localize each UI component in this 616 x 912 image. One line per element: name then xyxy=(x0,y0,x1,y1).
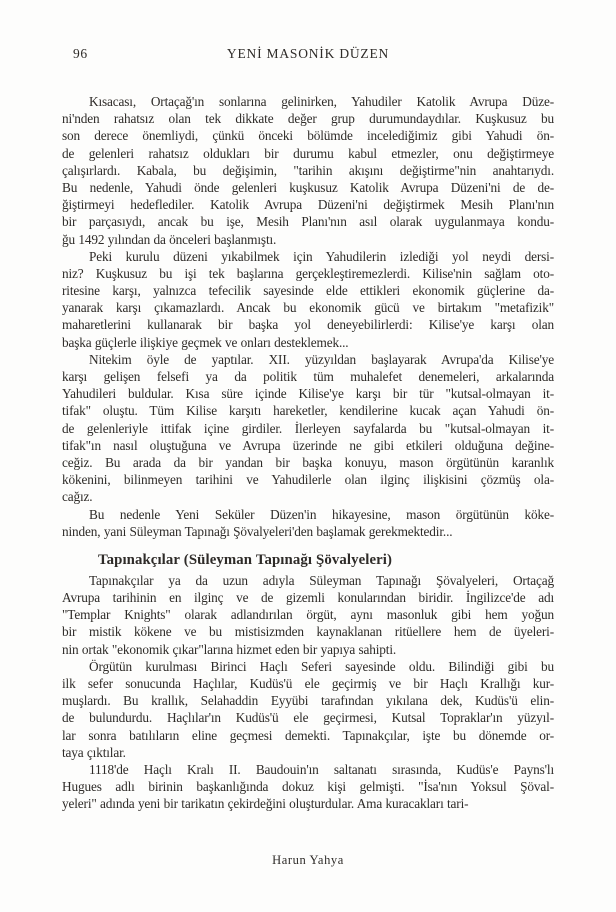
text-line: de gelenleri rahatsız oldukları bir durumu kabul etmezler, onu değiştirmeye xyxy=(62,145,554,161)
page-footer xyxy=(0,853,616,868)
text-line: ğu 1492 yılından da önceleri başlanmıştı. xyxy=(62,231,277,247)
text-line: Nitekim öyle de yaptılar. XII. yüzyıldan başlayarak Avrupa'da Kilise'ye xyxy=(89,351,554,367)
text-line: taya çıktılar. xyxy=(62,744,126,760)
text-line: bir parçasıydı, ancak bu işe, Mesih Planı'nın asıl olarak uygulanmaya kondu- xyxy=(62,214,554,230)
text-line: son derece önemliydi, çünkü önceki bölümde incelediğimiz gibi Yahudi ön- xyxy=(62,128,554,144)
text-line: niz? Kuşkusuz bu işi tek başlarına gerçekleştiremezlerdi. Kilise'nin sağlam oto- xyxy=(62,265,554,281)
page-body xyxy=(62,93,554,813)
text-line: bir mistik kökene ve bu mistisizmden kaynaklanan ritüellere hem de üyeleri- xyxy=(62,624,554,640)
running-head-title: YENİ MASONİK DÜZEN xyxy=(226,46,390,61)
text-line: Kısacası, Ortaçağ'ın sonlarına gelinirken, Yahudiler Katolik Avrupa Düze- xyxy=(89,94,554,109)
text-line: de gelenleriyle ittifak içine girdiler. İlerleyen sayfalarda bu "kutsal-olmayan it- xyxy=(62,420,554,436)
text-line: ceğiz. Bu arada da bir yandan bir başka konuyu, mason örgütünün karanlık xyxy=(62,454,554,470)
text-line: ilk sefer sonucunda Haçlılar, Kudüs'ü ele geçirmiş ve bir Haçlı Krallığı kur- xyxy=(62,676,554,691)
text-line: kökenini, bilinmeyen tarihini ve Yahudilerle olan ilginç ilişkisini çözmüş ola- xyxy=(62,472,554,488)
text-line: ğiştirmeyi hedeflediler. Katolik Avrupa Düzeni'ni değiştirmek Mesih Planı'nın xyxy=(62,197,554,213)
page-number: 96 xyxy=(73,46,88,61)
text-line: karşı gelişen felsefi ya da politik tüm muhalefet denemeleri, arkalarında xyxy=(62,369,554,384)
text-line: çalışırlardı. Kabala, bu değişimin, "tarihin akışını değiştirme"nin anahtarıydı. xyxy=(62,162,554,178)
text-line: Yahudileri buldular. Kısa süre içinde Kilise'ye karşı bir tür "kutsal-olmayan it- xyxy=(62,386,554,402)
text-line: "Templar Knights" olarak adlandırılan örgüt, aynı masonluk gibi hem yoğun xyxy=(62,607,554,623)
text-line: maharetlerini kullanarak bir başka yol deneyebilirlerdi: Kilise'ye karşı olan xyxy=(62,317,554,333)
text-line: Avrupa tarihinin en ilginç ve de gizemli konularından biridir. İngilizce'de adı xyxy=(62,590,554,606)
text-line: ni'nden rahatsız olan tek dikkate değer grup durumundaydılar. Kuşkusuz bu xyxy=(62,111,554,127)
text-line: muşlardı. Bu krallık, Selahaddin Eyyübi tarafından yıkılana dek, Kudüs'ü elin- xyxy=(62,693,554,709)
text-line: Hugues adlı birinin başkanlığında dokuz kişi gelmişti. "İsa'nın Yoksul Şöval- xyxy=(62,779,554,795)
text-line: lar sonra batılıların eline geçmesi demekti. Tapınakçılar, işte bu dönemde or- xyxy=(62,727,554,743)
text-line: cağız. xyxy=(62,489,93,505)
section-heading: Tapınakçılar (Süleyman Tapınağı Şövalyeleri) xyxy=(98,551,393,568)
text-line: tifak"ın nasıl oluştuğuna ve Avrupa üzerinde ne gibi etkileri olduğuna değine- xyxy=(62,437,554,453)
text-line: ritesine karşı, yalnızca tefecilik sayesinde elde ettikleri ekonomik güçlerine da- xyxy=(62,283,554,299)
text-line: yanarak karşı çıkamazlardı. Ancak bu ekonomik gücü ve birtakım "metafizik" xyxy=(62,300,554,316)
text-line: Bu nedenle, Yahudi önde gelenleri kuşkusuz Katolik Avrupa Düzeni'ni de de- xyxy=(62,179,554,195)
text-line: Peki kurulu düzeni yıkabilmek için Yahudilerin izlediği yol neydi dersi- xyxy=(89,248,554,264)
text-line: tifak" oluştu. Tüm Kilise karşıtı hareketler, kendilerine kucak açan Yahudi ön- xyxy=(62,403,554,419)
text-line: başka güçlerle ilişkiye geçmek ve onları desteklemek... xyxy=(62,334,349,350)
text-line: de bulundurdu. Haçlılar'ın Kudüs'ü ele geçirmesi, Kutsal Topraklar'ın yüzyıl- xyxy=(62,710,554,726)
text-line: Bu nedenle Yeni Seküler Düzen'in hikayesine, mason örgütünün köke- xyxy=(89,506,554,522)
text-line: Tapınakçılar ya da uzun adıyla Süleyman Tapınağı Şövalyeleri, Ortaçağ xyxy=(89,572,554,588)
text-line: Örgütün kurulması Birinci Haçlı Seferi sayesinde oldu. Bilindiği gibi bu xyxy=(89,658,554,674)
text-line: nin ortak "ekonomik çıkar"larına hizmet eden bir yapıya sahipti. xyxy=(62,641,397,657)
author-name: Harun Yahya xyxy=(272,853,344,867)
text-line: 1118'de Haçlı Kralı II. Baudouin'ın saltanatı sırasında, Kudüs'e Payns'lı xyxy=(89,761,554,777)
page-header xyxy=(62,46,554,64)
text-line: ninden, yani Süleyman Tapınağı Şövalyeleri'den başlamak gerekmektedir... xyxy=(62,523,453,539)
text-line: yeleri" adında yeni bir tarikatın çekirdeğini oluşturdular. Ama kuracakları tari- xyxy=(62,796,469,812)
